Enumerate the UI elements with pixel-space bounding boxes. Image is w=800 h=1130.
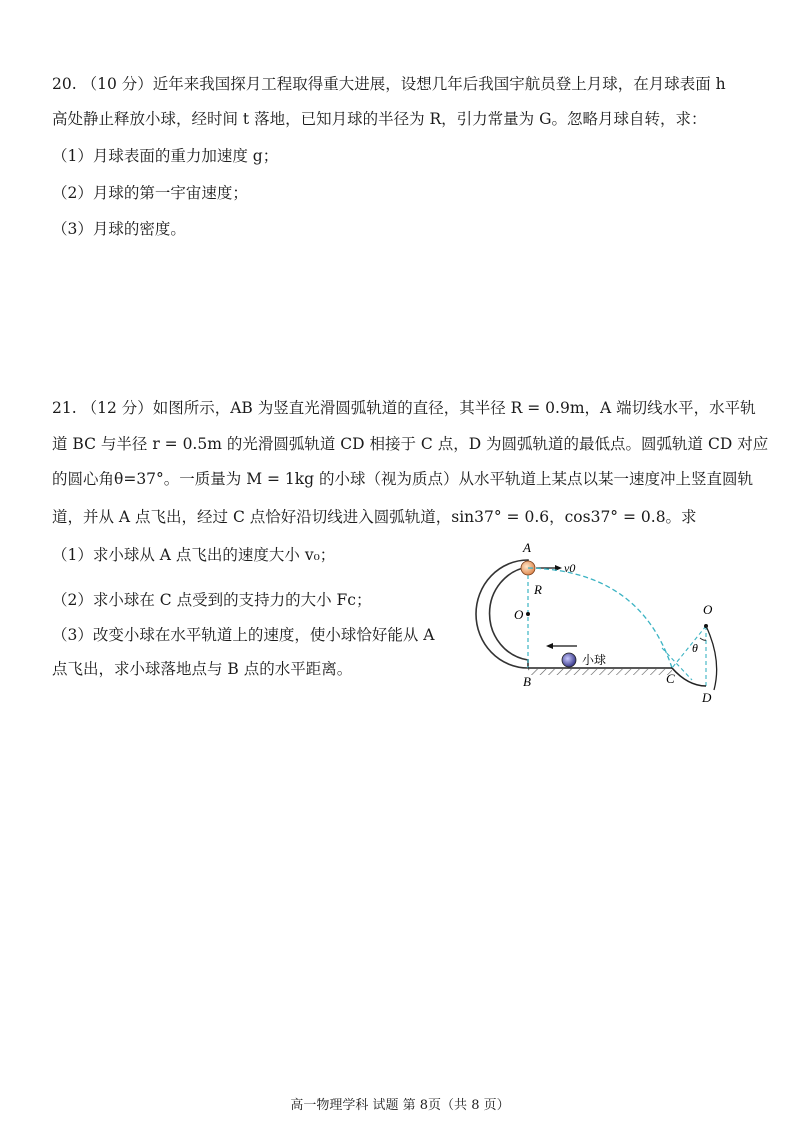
arc-cd: [672, 668, 706, 686]
q21-line-3: 的圆心角θ=37°。一质量为 M = 1kg 的小球（视为质点）从水平轨道上某点以某一速度冲上竖直圆轨: [52, 470, 754, 488]
label-c: C: [666, 671, 675, 686]
q20-line-1: 20. （10 分）近年来我国探月工程取得重大进展，设想几年后我国宇航员登上月球，在月球表面 h: [52, 75, 726, 93]
label-o-left: O: [514, 607, 524, 622]
q21-part-1: （1）求小球从 A 点飞出的速度大小 v₀；: [52, 546, 336, 564]
ground-hatch: [528, 669, 672, 675]
center-o-dot: [526, 612, 530, 616]
ball-velocity-arrowhead: [546, 643, 553, 649]
label-b: B: [523, 674, 531, 689]
q20-line-2: 高处静止释放小球，经时间 t 落地，已知月球的半径为 R，引力常量为 G。忽略月球自转，求：: [52, 110, 707, 128]
label-theta: θ: [692, 641, 698, 655]
label-v0: v0: [564, 561, 576, 575]
label-r: R: [534, 582, 542, 597]
small-ball: [562, 653, 576, 667]
q21-part-3: （3）改变小球在水平轨道上的速度，使小球恰好能从 A: [52, 626, 435, 644]
q21-part-2: （2）求小球在 C 点受到的支持力的大小 Fc；: [52, 591, 372, 609]
arc-cd-outer: [706, 626, 717, 690]
q21-figure: [430, 530, 750, 710]
q20-part-1: （1）月球表面的重力加速度 g；: [52, 147, 279, 165]
q21-part-3-continued: 点飞出，求小球落地点与 B 点的水平距离。: [52, 660, 353, 678]
radius-oc: [672, 626, 706, 668]
q21-line-1: 21. （12 分）如图所示，AB 为竖直光滑圆弧轨道的直径，其半径 R = 0.9m，A 端切线水平，水平轨: [52, 399, 756, 417]
label-o-right: O: [703, 602, 713, 617]
q21-line-2: 道 BC 与半径 r = 0.5m 的光滑圆弧轨道 CD 相接于 C 点，D 为圆弧轨道的最低点。圆弧轨道 CD 对应: [52, 435, 769, 453]
label-d: D: [702, 690, 712, 705]
q20-part-3: （3）月球的密度。: [52, 220, 186, 238]
q20-part-2: （2）月球的第一宇宙速度；: [52, 184, 248, 202]
q21-line-4: 道，并从 A 点飞出，经过 C 点恰好沿切线进入圆弧轨道，sin37° = 0.6，cos37° = 0.8。求: [52, 508, 697, 526]
theta-arc: [700, 638, 706, 640]
page-footer: 高一物理学科 试题 第 8页（共 8 页）: [290, 1098, 510, 1113]
label-a: A: [523, 540, 531, 555]
label-ball: 小球: [582, 653, 607, 667]
